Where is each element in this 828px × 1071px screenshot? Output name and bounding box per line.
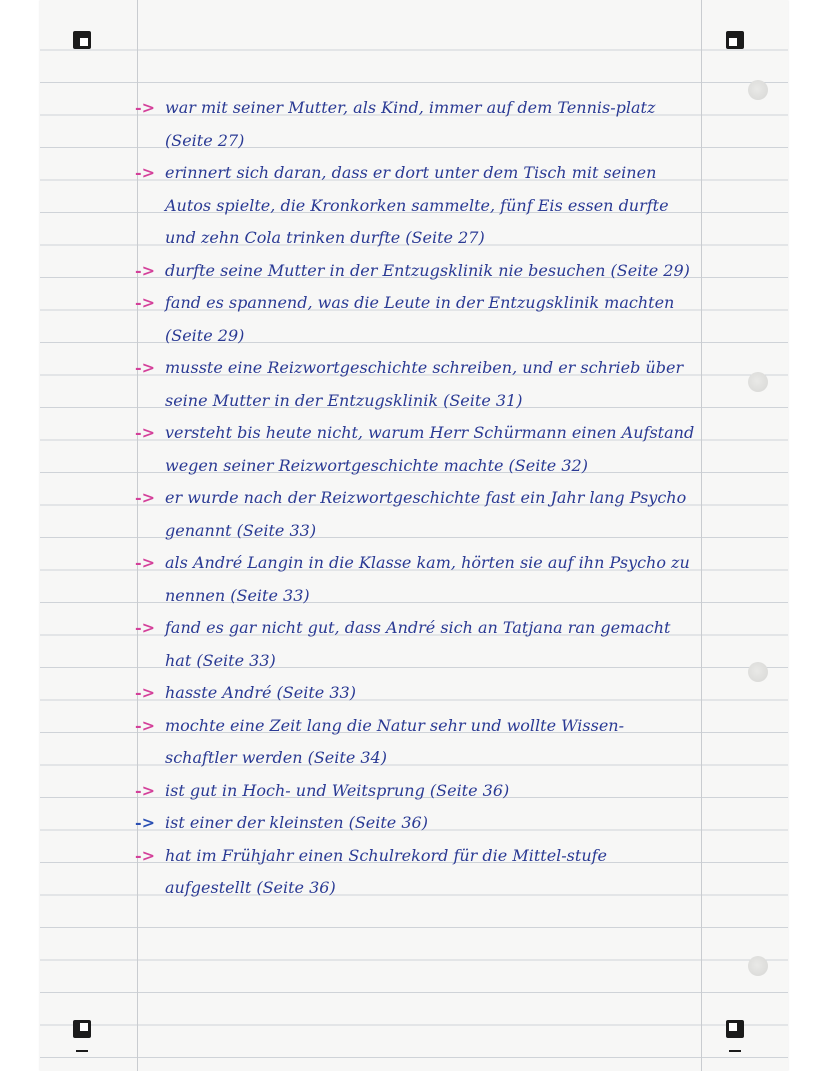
arrow-right-icon: ->: [135, 293, 156, 312]
note-item: [135, 547, 695, 612]
note-text: fand es spannend, was die Leute in der Entzugsklinik machten (Seite 29): [165, 293, 675, 345]
arrow-right-icon: ->: [135, 553, 156, 572]
arrow-right-icon: ->: [135, 358, 156, 377]
scan-corner-marker-icon: [73, 1020, 91, 1038]
note-item: [135, 352, 695, 417]
arrow-right-icon: ->: [135, 163, 156, 182]
note-text: fand es gar nicht gut, dass André sich an Tatjana ran gemacht hat (Seite 33): [165, 618, 671, 670]
note-item: [135, 677, 695, 710]
arrow-right-icon: ->: [135, 845, 156, 865]
note-item: [135, 482, 695, 547]
arrow-right-icon: ->: [135, 488, 156, 507]
note-item: [135, 92, 695, 157]
marker-dash: [76, 1050, 88, 1052]
handwritten-notes-list: [135, 92, 695, 905]
scan-corner-marker-icon: [726, 1020, 744, 1038]
note-text: musste eine Reizwortgeschichte schreiben, und er schrieb über seine Mutter in der Entzugsklinik (Seite 31): [165, 358, 684, 410]
note-text: war mit seiner Mutter, als Kind, immer auf dem Tennis-platz (Seite 27): [165, 98, 656, 150]
punch-hole: [748, 956, 768, 976]
note-item: [135, 807, 695, 840]
arrow-right-icon: ->: [135, 813, 156, 832]
arrow-right-icon: ->: [135, 715, 156, 735]
arrow-right-icon: ->: [135, 98, 156, 117]
note-text: ist einer der kleinsten (Seite 36): [165, 813, 428, 832]
marker-dash: [729, 1050, 741, 1052]
note-text: durfte seine Mutter in der Entzugsklinik nie besuchen (Seite 29): [165, 260, 690, 280]
note-item: [135, 417, 695, 482]
arrow-right-icon: ->: [135, 423, 156, 442]
note-text: versteht bis heute nicht, warum Herr Schürmann einen Aufstand wegen seiner Reizwortgeschichte machte (Seite 32): [165, 423, 695, 475]
note-text: als André Langin in die Klasse kam, hörten sie auf ihn Psycho zu nennen (Seite 33): [165, 553, 690, 605]
scan-corner-marker-icon: [726, 31, 744, 49]
arrow-right-icon: ->: [135, 260, 156, 280]
note-text: mochte eine Zeit lang die Natur sehr und wollte Wissen-schaftler werden (Seite 34): [165, 715, 625, 767]
punch-hole: [748, 662, 768, 682]
punch-hole: [748, 372, 768, 392]
note-text: hasste André (Seite 33): [165, 683, 356, 702]
note-text: hat im Frühjahr einen Schulrekord für die Mittel-stufe aufgestellt (Seite 36): [165, 845, 608, 897]
note-text: ist gut in Hoch- und Weitsprung (Seite 36): [165, 780, 510, 800]
note-item: [135, 775, 695, 808]
arrow-right-icon: ->: [135, 780, 156, 800]
note-item: [135, 612, 695, 677]
scan-corner-marker-icon: [73, 31, 91, 49]
note-item: [135, 840, 695, 905]
right-margin-line: [701, 0, 702, 1071]
punch-hole: [748, 80, 768, 100]
note-item: [135, 710, 695, 775]
arrow-right-icon: ->: [135, 683, 156, 702]
note-text: erinnert sich daran, dass er dort unter dem Tisch mit seinen Autos spielte, die Kronkorken sammelte, fünf Eis essen durfte und zehn Cola trinken durfte (Seite 27): [165, 163, 669, 247]
note-item: [135, 157, 695, 255]
note-item: [135, 287, 695, 352]
note-text: er wurde nach der Reizwortgeschichte fast ein Jahr lang Psycho genannt (Seite 33): [165, 488, 687, 540]
note-item: [135, 255, 695, 288]
arrow-right-icon: ->: [135, 618, 156, 637]
